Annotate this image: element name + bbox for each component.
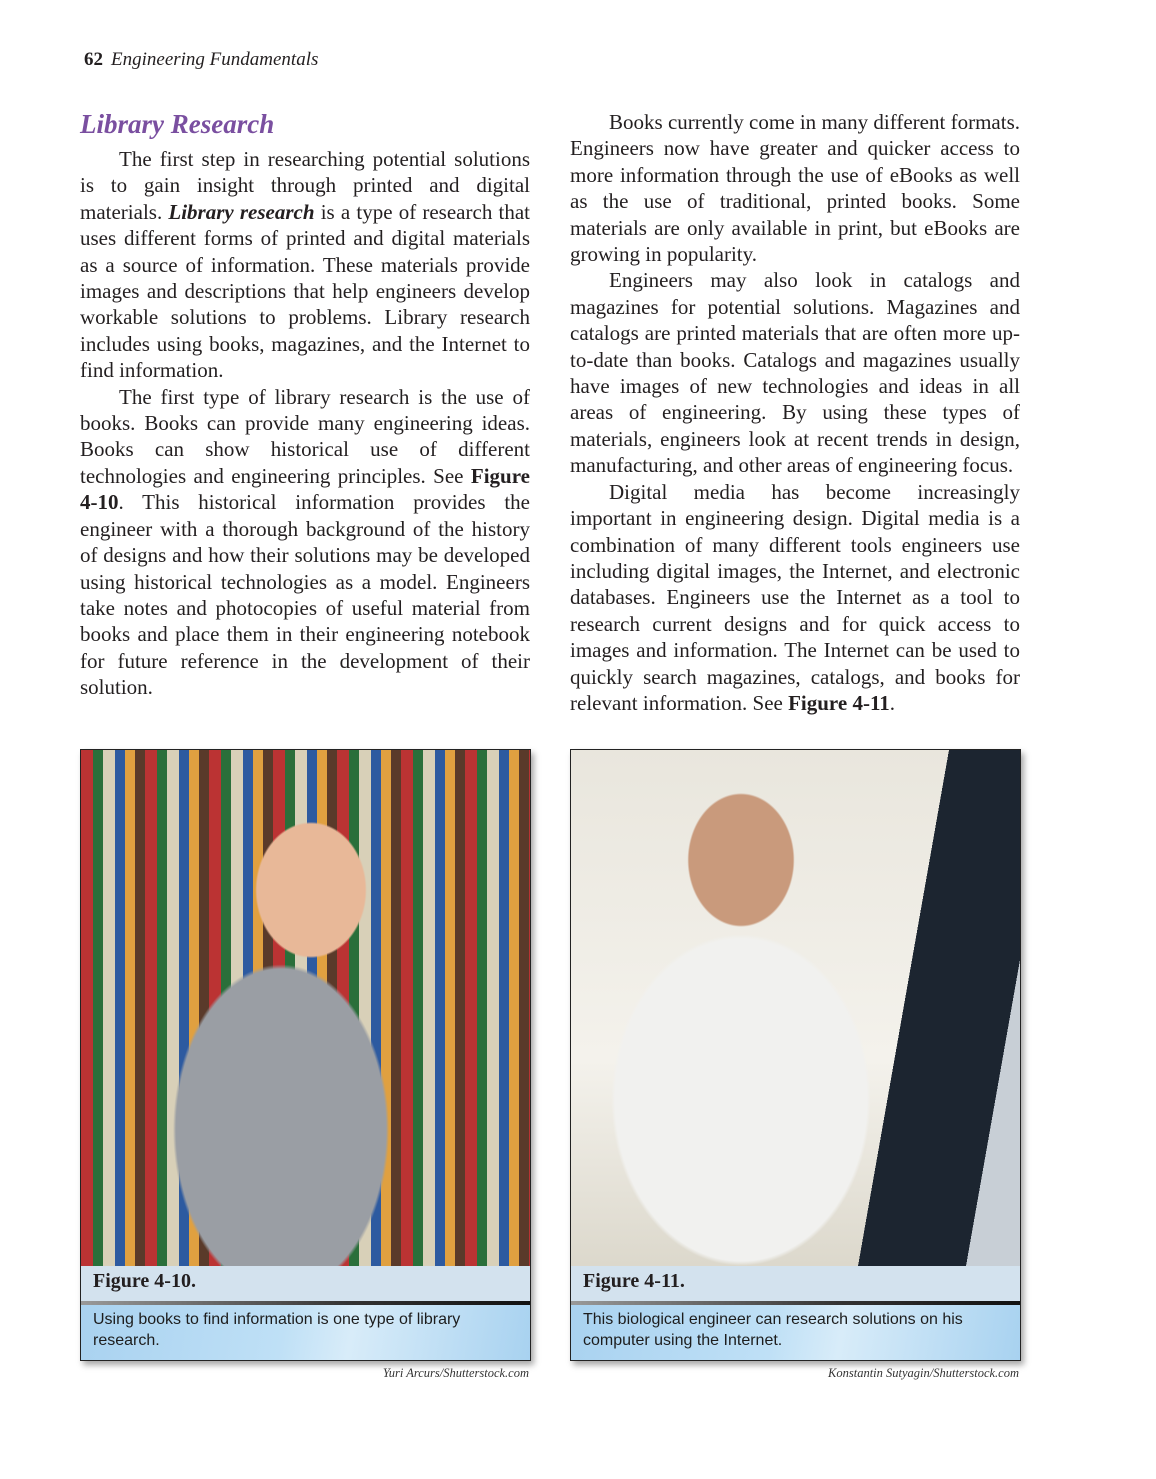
text-run: Digital media has become increasingly important in engineering design. Digital media is a combination of many different tools engineers use including digital images, the Internet, and electronic databases. Engineers use the Internet as a tool to research current designs and for quick access to images and information. The Internet can be used to quickly search magazines, catalogs, and books for relevant information. See: [570, 479, 1020, 715]
figure-caption: This biological engineer can research solutions on his computer using the Internet.: [583, 1311, 963, 1349]
right-column: [570, 109, 1020, 716]
photo-engineer-computer: [571, 750, 1020, 1266]
photo-credit: Konstantin Sutyagin/Shutterstock.com: [828, 1366, 1019, 1380]
figure-reference: Figure 4-10: [80, 463, 530, 515]
text-run: is a type of research that uses different forms of printed and digital materials as a source of information. These materials provide images and descriptions that help engineers develop workable solutions to problems. Library research includes using books, magazines, and the Internet to find information.: [80, 199, 530, 383]
section-heading: Library Research: [80, 109, 275, 139]
caption-band: [571, 1305, 1020, 1360]
figure-label-band: [81, 1266, 530, 1301]
figure-reference: Figure 4-11: [788, 690, 890, 715]
figure-4-11: [570, 749, 1021, 1361]
left-column: [80, 108, 530, 701]
text-run: The first type of library research is the use of books. Books can provide many engineering ideas. Books can show historical use of different technologies and engineering principles. See: [80, 384, 530, 488]
photo-credit: Yuri Arcurs/Shutterstock.com: [382, 1366, 529, 1380]
paragraph: [80, 146, 530, 384]
key-term: Library research: [168, 199, 315, 224]
page-number: 62: [84, 49, 103, 70]
running-header: [84, 48, 318, 71]
text-run: .: [889, 690, 896, 715]
book-title: Engineering Fundamentals: [111, 49, 319, 70]
figure-label: Figure 4-11.: [583, 1270, 685, 1292]
paragraph: Engineers may also look in catalogs and magazines for potential solutions. Magazines and catalogs are printed materials that are often more up-to-date than books. Catalogs and magazines usually have images of new technologies and ideas in all areas of engineering. By using these types of materials, engineers look at recent trends in design, manufacturing, and other areas of engineering focus.: [570, 268, 1020, 478]
figure-label: Figure 4-10.: [93, 1270, 196, 1292]
figure-label-band: [571, 1266, 1020, 1301]
figure-caption: Using books to find information is one type of library research.: [93, 1311, 461, 1349]
caption-band: [81, 1305, 530, 1360]
text-run: The first step in researching potential solutions is to gain insight through printed and digital materials.: [80, 147, 530, 224]
paragraph: Books currently come in many different formats. Engineers now have greater and quicker access to more information through the use of eBooks as well as the use of traditional, printed books. Some materials are only available in print, but eBooks are growing in popularity.: [570, 110, 1020, 267]
photo-woman-library-books: [81, 750, 530, 1266]
text-run: . This historical information provides the engineer with a thorough background of the history of designs and how their solutions may be developed using historical technologies as a model. Engineers take notes and photocopies of useful material from books and place them in their engineering notebook for future reference in the development of their solution.: [80, 490, 530, 700]
paragraph: [570, 479, 1020, 717]
figure-4-10: [80, 749, 531, 1361]
paragraph: [80, 384, 530, 701]
